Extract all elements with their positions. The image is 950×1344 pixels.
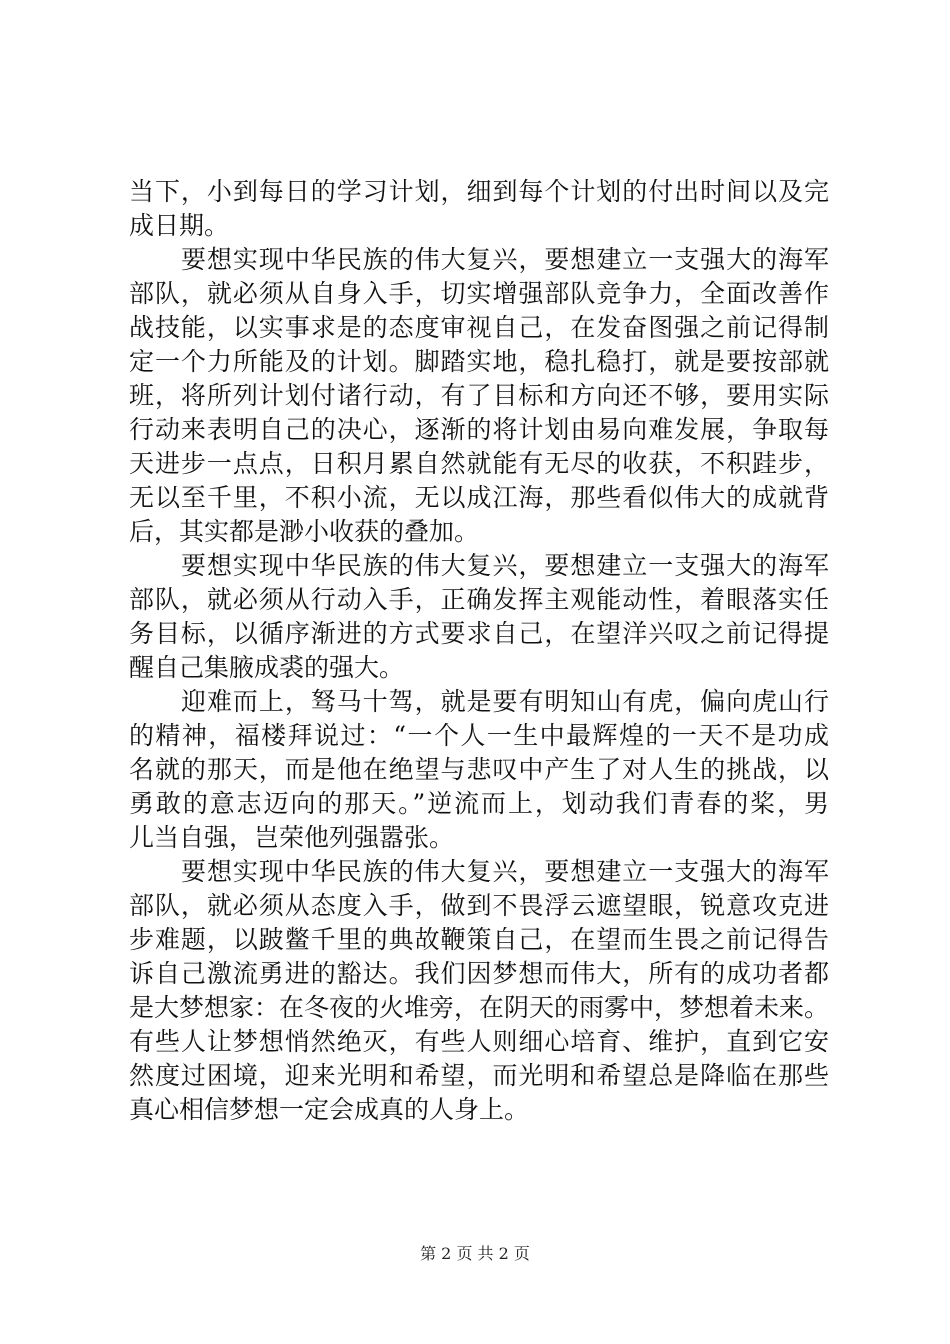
paragraph-3-line-1: 要想实现中华民族的伟大复兴，要想建立一支强大的海军: [181, 551, 829, 580]
paragraph-1-line-1: 当下，小到每日的学习计划，细到每个计划的付出时间以及完: [129, 177, 829, 206]
paragraph-2-line-1: 要想实现中华民族的伟大复兴，要想建立一支强大的海军: [181, 245, 829, 274]
paragraph-4-line-2: 的精神，福楼拜说过：“一个人一生中最辉煌的一天不是功成: [129, 721, 829, 750]
paragraph-5-line-1: 要想实现中华民族的伟大复兴，要想建立一支强大的海军: [181, 857, 829, 886]
paragraph-2-line-8: 无以至千里，不积小流，无以成江海，那些看似伟大的成就背: [129, 483, 829, 512]
paragraph-5-line-2: 部队，就必须从态度入手，做到不畏浮云遮望眼，锐意攻克进: [129, 891, 829, 920]
paragraph-3-line-4: 醒自己集腋成裘的强大。: [129, 653, 405, 682]
paragraph-4-line-4: 勇敢的意志迈向的那天。”逆流而上，划动我们青春的桨，男: [129, 789, 829, 818]
paragraph-2-line-2: 部队，就必须从自身入手，切实增强部队竞争力，全面改善作: [129, 279, 829, 308]
paragraph-3-line-2: 部队，就必须从行动入手，正确发挥主观能动性，着眼落实任: [129, 585, 829, 614]
paragraph-1-line-2: 成日期。: [129, 211, 230, 240]
paragraph-2-line-6: 行动来表明自己的决心，逐渐的将计划由易向难发展，争取每: [129, 415, 829, 444]
paragraph-2-line-3: 战技能，以实事求是的态度审视自己，在发奋图强之前记得制: [129, 313, 829, 342]
paragraph-5-line-8: 真心相信梦想一定会成真的人身上。: [129, 1095, 530, 1124]
paragraph-4-line-5: 儿当自强，岂荣他列强嚣张。: [129, 823, 455, 852]
paragraph-5-line-6: 有些人让梦想悄然绝灭，有些人则细心培育、维护，直到它安: [129, 1027, 829, 1056]
paragraph-3-line-3: 务目标，以循序渐进的方式要求自己，在望洋兴叹之前记得提: [129, 619, 829, 648]
paragraph-5-line-7: 然度过困境，迎来光明和希望，而光明和希望总是降临在那些: [129, 1061, 829, 1090]
page-footer: 第 2 页 共 2 页: [420, 1244, 530, 1263]
paragraph-5-line-5: 是大梦想家：在冬夜的火堆旁，在阴天的雨雾中，梦想着未来。: [129, 993, 830, 1022]
paragraph-2-line-4: 定一个力所能及的计划。脚踏实地，稳扎稳打，就是要按部就: [129, 347, 829, 376]
paragraph-4-line-3: 名就的那天，而是他在绝望与悲叹中产生了对人生的挑战，以: [129, 755, 829, 784]
paragraph-5-line-4: 诉自己激流勇进的豁达。我们因梦想而伟大，所有的成功者都: [129, 959, 829, 988]
paragraph-2-line-7: 天进步一点点，日积月累自然就能有无尽的收获，不积跬步，: [129, 449, 829, 478]
paragraph-5-line-3: 步难题，以跛鳖千里的典故鞭策自己，在望而生畏之前记得告: [129, 925, 829, 954]
paragraph-4-line-1: 迎难而上，驽马十驾，就是要有明知山有虎，偏向虎山行: [181, 687, 829, 716]
paragraph-2-line-9: 后，其实都是渺小收获的叠加。: [129, 517, 480, 546]
paragraph-2-line-5: 班，将所列计划付诸行动，有了目标和方向还不够，要用实际: [129, 381, 829, 410]
